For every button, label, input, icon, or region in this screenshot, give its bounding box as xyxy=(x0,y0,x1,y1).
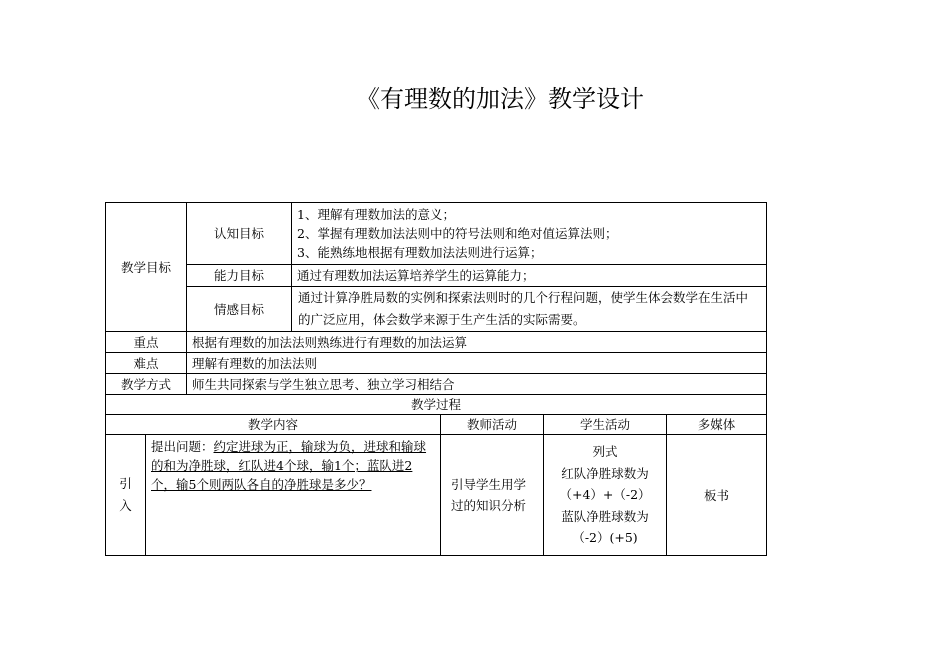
content-prefix: 提出问题： xyxy=(151,439,214,454)
cognitive-objective-item: 1、理解有理数加法的意义； xyxy=(297,207,455,222)
key-point-text: 根据有理数的加法法则熟练进行有理数的加法运算 xyxy=(187,332,767,353)
cognitive-objective-list xyxy=(292,203,767,265)
student-activity-header: 学生活动 xyxy=(544,415,667,435)
objectives-label: 教学目标 xyxy=(106,203,187,332)
content-text xyxy=(146,435,441,556)
method-text: 师生共同探索与学生独立思考、独立学习相结合 xyxy=(187,374,767,395)
key-point-label: 重点 xyxy=(106,332,187,353)
cognitive-objective-label: 认知目标 xyxy=(187,203,292,265)
media-header: 多媒体 xyxy=(667,415,767,435)
document-title: 《有理数的加法》教学设计 xyxy=(356,85,644,113)
ability-objective-text: 通过有理数加法运算培养学生的运算能力； xyxy=(292,265,767,287)
difficulty-text: 理解有理数的加法法则 xyxy=(187,353,767,374)
stage-char: 入 xyxy=(119,498,132,513)
teacher-activity-header: 教师活动 xyxy=(441,415,544,435)
cognitive-objective-item: 2、掌握有理数加法法则中的符号法则和绝对值运算法则； xyxy=(297,226,618,241)
difficulty-label: 难点 xyxy=(106,353,187,374)
emotion-objective-label: 情感目标 xyxy=(187,287,292,332)
table-row xyxy=(106,435,767,556)
student-activity-line: （+4）+（-2） xyxy=(559,487,651,503)
emotion-objective-text: 通过计算净胜局数的实例和探索法则时的几个行程问题，使学生体会数学在生活中的广泛应用，体会数学来源于生产生活的实际需要。 xyxy=(292,287,767,332)
content-question: 约定进球为正，输球为负，进球和输球的和为净胜球，红队进4个球，输1个；蓝队进2个，输5个则两队各自的净胜球是多少？ xyxy=(151,439,427,492)
ability-objective-label: 能力目标 xyxy=(187,265,292,287)
method-label: 教学方式 xyxy=(106,374,187,395)
student-activity-line: 蓝队净胜球数为 xyxy=(561,508,649,524)
student-activity-line: 红队净胜球数为 xyxy=(561,465,649,481)
stage-char: 引 xyxy=(119,476,132,491)
media-text: 板书 xyxy=(667,435,767,556)
student-activity-line: 列式 xyxy=(592,444,618,460)
content-header: 教学内容 xyxy=(106,415,441,435)
teacher-activity-text: 引导学生用学过的知识分析 xyxy=(441,435,544,556)
cognitive-objective-item: 3、能熟练地根据有理数加法法则进行运算； xyxy=(297,245,543,260)
student-activity-line: （-2）(+5) xyxy=(572,530,638,546)
lesson-plan-table xyxy=(105,202,767,556)
stage-label xyxy=(106,435,146,556)
process-heading: 教学过程 xyxy=(106,395,767,415)
student-activity-text xyxy=(544,435,667,556)
